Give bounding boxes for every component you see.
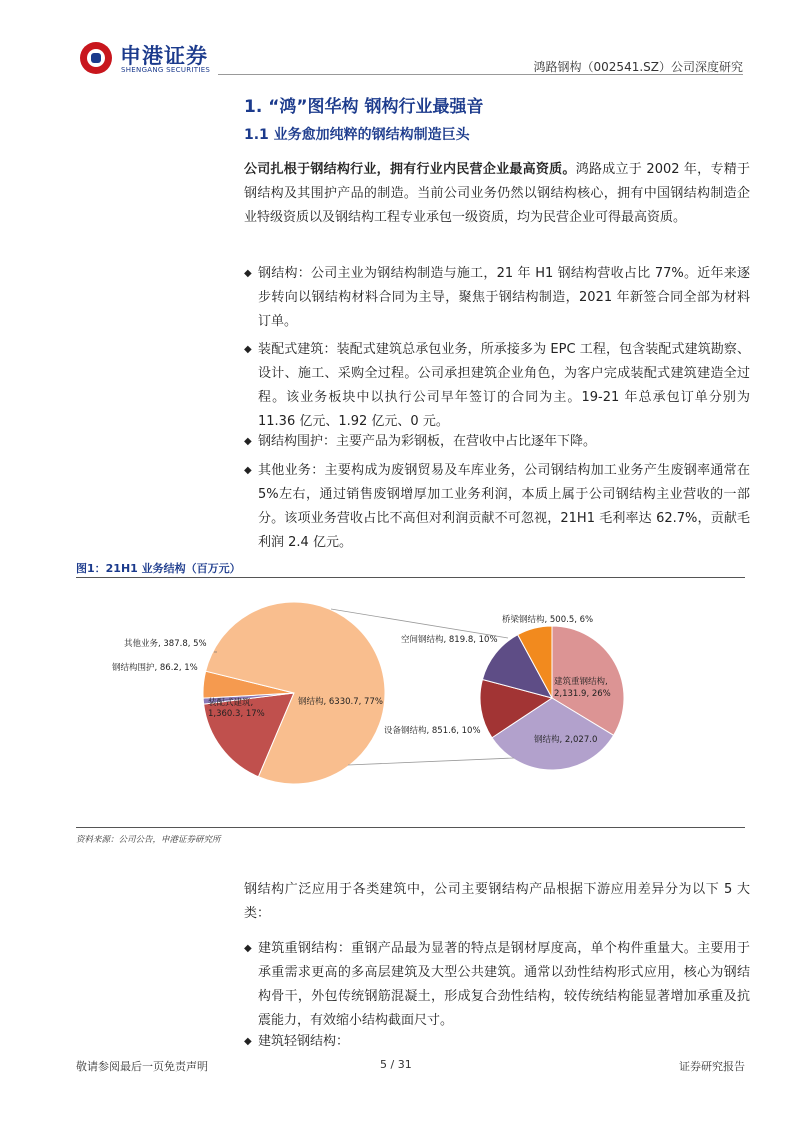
company-logo-icon: [80, 42, 112, 74]
bullet-enclosure: [244, 430, 750, 454]
bullet-text: 钢结构围护：主要产品为彩钢板，在营收中占比逐年下降。: [258, 434, 597, 449]
bullet-other: [244, 459, 750, 555]
figure-source: 资料来源：公司公告，申港证券研究所: [76, 835, 221, 845]
label-heavy-steel-line1: 建筑重钢结构,: [554, 677, 608, 687]
label-prefab-line2: 1,360.3, 17%: [208, 709, 265, 719]
section-heading: 1. “鸿”图华构 钢构行业最强音: [244, 97, 484, 117]
bullet-text: 建筑轻钢结构：: [258, 1034, 350, 1049]
footer-report-type: 证券研究报告: [679, 1060, 745, 1073]
label-steel-main: 钢结构, 6330.7, 77%: [298, 697, 383, 707]
report-title: 鸿路钢构（002541.SZ）公司深度研究: [533, 60, 743, 74]
bullet-text: 钢结构：公司主业为钢结构制造与施工，21 年 H1 钢结构营收占比 77%。近年来逐步转向以钢结构材料合同为主导，聚焦于钢结构制造，2021 年新签合同全部为材料订单。: [258, 266, 750, 329]
bullet-prefab: [244, 338, 750, 434]
label-bridge-steel: 桥梁钢结构, 500.5, 6%: [502, 615, 594, 625]
bullet-text: 其他业务：主要构成为废钢贸易及车库业务，公司钢结构加工业务产生废钢率通常在 5%左右，通过销售废钢增厚加工业务利润，本质上属于公司钢结构主业营收的一部分。该项业务营收占比不高但对利润贡献不可忽视，21H1 毛利率达 62.7%，贡献毛利润 2.4 亿元。: [258, 463, 750, 550]
label-space-steel: 空间钢结构, 819.8, 10%: [401, 635, 498, 645]
label-equipment-steel: 设备钢结构, 851.6, 10%: [384, 726, 481, 736]
bullet-icon: ◆: [244, 436, 252, 447]
figure-bottom-rule: [76, 827, 745, 828]
label-prefab-line1: 装配式建筑,: [208, 698, 254, 708]
bullet-steel: [244, 262, 750, 334]
connector-line-bottom: [348, 758, 514, 765]
logo-cn-text: 申港证券: [120, 44, 208, 68]
bullet-icon: ◆: [244, 943, 252, 954]
subsection-heading: 1.1 业务愈加纯粹的钢结构制造巨头: [244, 127, 470, 143]
intro-bold: 公司扎根于钢结构行业，拥有行业内民营企业最高资质。: [244, 162, 576, 177]
label-enclosure: 钢结构围护, 86.2, 1%: [112, 663, 198, 673]
bullet-text: 装配式建筑：装配式建筑总承包业务，所承接多为 EPC 工程，包含装配式建筑勘察、设计、施工、采购全过程。公司承担建筑企业角色，为客户完成装配式建筑建造全过程。该业务板块中以执行公司早年签订的合同为主。19-21 年总承包订单分别为 11.36 亿元、1.92 亿元、0 元。: [258, 342, 750, 429]
header-divider: [218, 74, 743, 75]
footer-disclaimer: 敬请参阅最后一页免责声明: [76, 1060, 208, 1073]
bullet-text: 建筑重钢结构：重钢产品最为显著的特点是钢材厚度高，单个构件重量大。主要用于承重需求更高的多高层建筑及大型公共建筑。通常以劲性结构形式应用，核心为钢结构骨干，外包传统钢筋混凝土，形成复合劲性结构，较传统结构能显著增加承重及抗震能力，有效缩小结构截面尺寸。: [258, 941, 750, 1028]
business-structure-chart: [76, 580, 745, 825]
intro-paragraph: [244, 158, 750, 230]
label-steel-sub: 钢结构, 2,027.0: [534, 735, 598, 745]
figure-top-rule: [76, 577, 745, 578]
logo-en-text: SHENGANG SECURITIES: [121, 66, 211, 74]
bullet-icon: ◆: [244, 268, 252, 279]
intro-text: 鸿路成立于 2002 年，专精于钢结构及其围护产品的制造。当前公司业务仍然以钢结构核心，拥有中国钢结构制造企业特级资质以及钢结构工程专业承包一级资质，均为民营企业可得最高资质。: [244, 162, 750, 225]
bullet-icon: ◆: [244, 465, 252, 476]
bullet-light-steel: [244, 1030, 750, 1054]
bullet-icon: ◆: [244, 344, 252, 355]
label-other-business: 其他业务, 387.8, 5%: [124, 639, 207, 649]
after-paragraph: 钢结构广泛应用于各类建筑中，公司主要钢结构产品根据下游应用差异分为以下 5 大类：: [244, 882, 750, 921]
label-heavy-steel-line2: 2,131.9, 26%: [554, 689, 611, 699]
bullet-heavy-steel: [244, 937, 750, 1033]
page-number: 5 / 31: [380, 1058, 412, 1071]
figure-title: 图1：21H1 业务结构（百万元）: [76, 562, 241, 575]
bullet-icon: ◆: [244, 1036, 252, 1047]
